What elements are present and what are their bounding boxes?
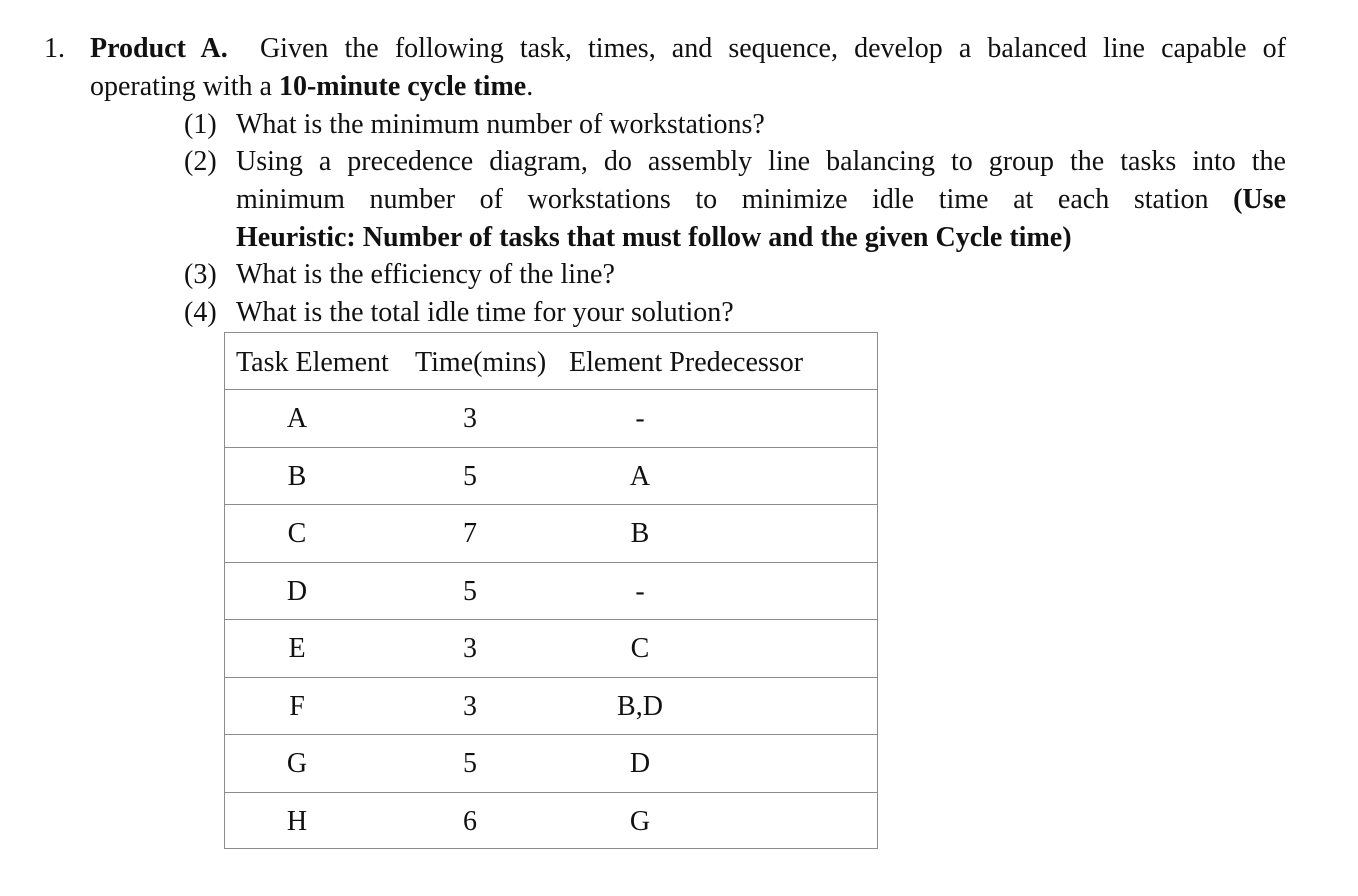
- task-cell: B: [287, 460, 307, 492]
- table-header-row: [225, 333, 877, 390]
- task-cell: H: [286, 805, 308, 837]
- sub-question-1-number: (1): [184, 109, 217, 140]
- predecessor-cell: G: [629, 805, 651, 837]
- table-row: [225, 793, 877, 851]
- task-table: [224, 332, 878, 849]
- predecessor-cell: B,D: [617, 690, 663, 722]
- sub-question-3-text: What is the efficiency of the line?: [236, 259, 615, 290]
- question-number: 1.: [44, 33, 65, 64]
- time-cell: 5: [463, 460, 477, 492]
- time-cell: 7: [463, 518, 477, 549]
- time-cell: 5: [463, 748, 477, 779]
- sub-question-2-line1: Using a precedence diagram, do assembly line balancing to group the tasks into the: [236, 146, 1286, 177]
- table-row: [225, 390, 877, 448]
- question-intro: Given the following task, times, and sequence, develop a balanced line capable of: [259, 33, 1286, 64]
- sub-question-1-text: What is the minimum number of workstations?: [236, 109, 765, 140]
- header-task-element: Task Element: [236, 347, 389, 378]
- predecessor-cell: B: [630, 518, 650, 549]
- table-row: [225, 505, 877, 563]
- table-row: [225, 735, 877, 793]
- sub-question-2-line2-bold: (Use: [1233, 184, 1286, 215]
- sub-question-3-number: (3): [184, 259, 217, 290]
- task-cell: D: [286, 575, 308, 607]
- sub-question-4-number: (4): [184, 297, 217, 328]
- product-title: Product A.: [90, 33, 228, 64]
- question-intro-cont: operating with a: [90, 71, 272, 102]
- sub-question-2-line2: [236, 181, 1286, 219]
- question-intro-cont-line: [90, 68, 533, 106]
- table-row: [225, 678, 877, 736]
- table-row: [225, 620, 877, 678]
- task-cell: C: [287, 518, 307, 549]
- time-cell: 5: [463, 575, 477, 607]
- time-cell: 3: [463, 633, 477, 664]
- predecessor-cell: A: [629, 460, 651, 492]
- predecessor-cell: C: [630, 633, 650, 664]
- question-period: .: [526, 71, 534, 102]
- cycle-time-bold: 10-minute cycle time: [278, 71, 527, 102]
- header-predecessor: Element Predecessor: [569, 347, 804, 378]
- table-row: [225, 448, 877, 506]
- header-time: Time(mins): [415, 347, 547, 378]
- task-cell: G: [286, 748, 308, 779]
- predecessor-cell: -: [635, 403, 645, 434]
- predecessor-cell: D: [629, 748, 651, 779]
- sub-question-2-number: (2): [184, 146, 217, 177]
- time-cell: 6: [463, 805, 477, 837]
- time-cell: 3: [463, 690, 477, 722]
- sub-question-4-text: What is the total idle time for your solution?: [236, 297, 734, 328]
- heuristic-text: Heuristic: Number of tasks that must follow and the given Cycle time): [236, 222, 1072, 253]
- sub-question-2-line3: [236, 219, 1072, 257]
- task-cell: F: [289, 690, 305, 722]
- time-cell: 3: [463, 403, 477, 434]
- task-cell: A: [286, 403, 308, 434]
- predecessor-cell: -: [635, 575, 645, 607]
- task-cell: E: [288, 633, 306, 664]
- sub-question-2-line2-plain: minimum number of workstations to minimize idle time at each station: [236, 184, 1209, 215]
- table-row: [225, 563, 877, 621]
- question-intro-line: [90, 30, 1286, 68]
